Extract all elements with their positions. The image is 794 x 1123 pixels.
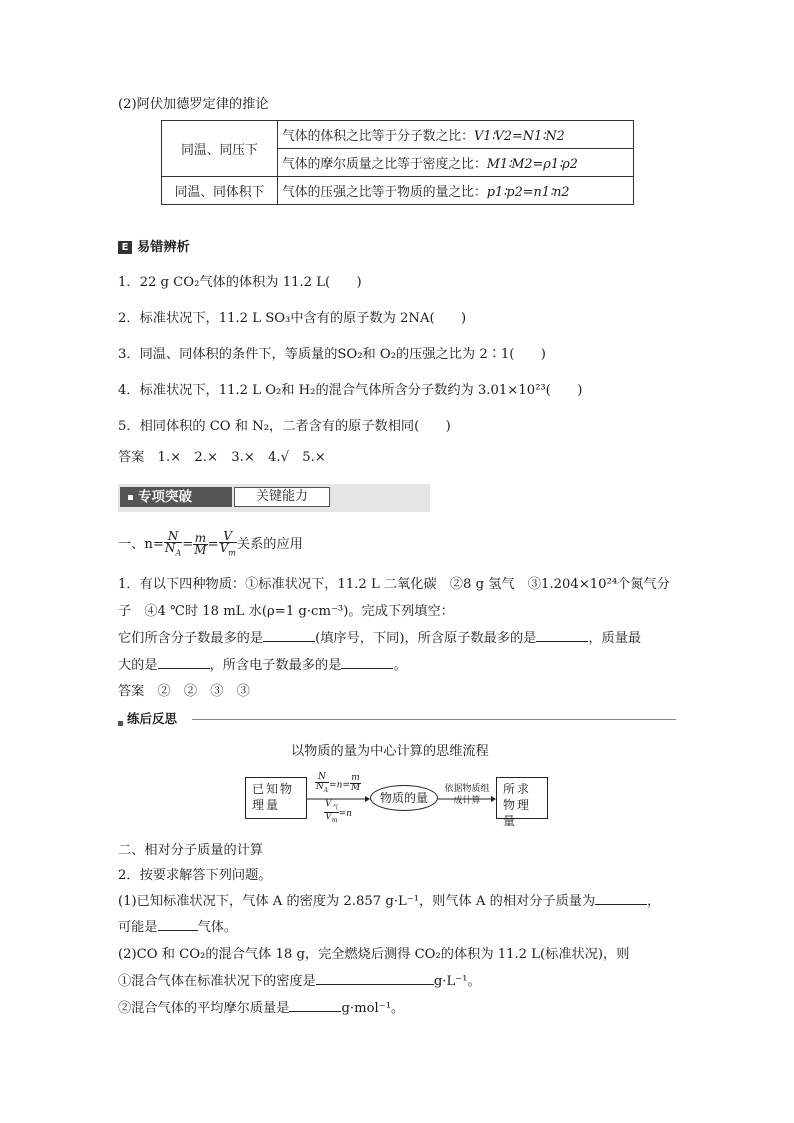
- row-volume: 气体的体积之比等于分子数之比：V1∶V2=N1∶N2: [278, 121, 634, 149]
- row-molar-mass: 气体的摩尔质量之比等于密度之比：M1∶M2=ρ1∶ρ2: [278, 149, 634, 177]
- list-item: 5．相同体积的 CO 和 N₂，二者含有的原子数相同( ): [118, 419, 451, 434]
- flow-formula-bottom: $\frac{V_气}{V_m}$ =n: [325, 799, 352, 824]
- answer-blank[interactable]: [341, 668, 393, 669]
- error-section-title: 易错辨析: [137, 240, 190, 255]
- answer-blank[interactable]: [536, 641, 588, 642]
- formula-molar-mass: M1∶M2=ρ1∶ρ2: [486, 157, 578, 172]
- answer-blank[interactable]: [289, 1011, 341, 1012]
- section-title: (2)阿伏加德罗定律的推论: [118, 97, 269, 112]
- q1-line4: 大的是 ，所含电子数最多的是 。: [118, 658, 407, 673]
- error-answer: 答案 1.× 2.× 3.× 4.√ 5.×: [118, 450, 326, 465]
- q1-answer: 答案 ② ② ③ ③: [118, 684, 250, 699]
- q2-1-line1: (1)已知标准状况下，气体 A 的密度为 2.857 g·L⁻¹，则气体 A 的相对分子质量为 ，: [118, 894, 661, 909]
- q1-line1: 1．有以下四种物质：①标准状况下，11.2 L 二氧化碳 ②8 g 氢气 ③1.204×10²⁴个氮气分: [118, 577, 670, 592]
- q2-2: (2)CO 和 CO₂的混合气体 18 g，完全燃烧后测得 CO₂的体积为 11.2 L(标准状况)，则: [118, 947, 630, 962]
- q1-line3: 它们所含分子数最多的是 (填序号，下同)，所含原子数最多的是 ，质量最: [118, 631, 642, 646]
- e-badge-icon: E: [118, 241, 132, 254]
- condition-same-volume: 同温、同体积下: [162, 177, 278, 205]
- reflection-marker-icon: [118, 716, 123, 731]
- q2-2-2: ②混合气体的平均摩尔质量是 g·mol⁻¹。: [118, 1001, 405, 1016]
- flow-box-known: 已知物理量: [245, 777, 307, 819]
- answer-blank[interactable]: [316, 984, 434, 985]
- banner-secondary: 关键能力: [234, 487, 330, 507]
- flow-box-target: 所求物理量: [496, 777, 548, 819]
- part2-heading: 二、相对分子质量的计算: [118, 843, 264, 858]
- list-item: 1．22 g CO₂气体的体积为 11.2 L( ): [118, 275, 362, 290]
- answer-blank[interactable]: [595, 904, 647, 905]
- condition-same-pressure: 同温、同压下: [162, 121, 278, 177]
- list-item: 2．标准状况下，11.2 L SO₃中含有的原子数为 2NA( ): [118, 311, 467, 326]
- reflection-title: 练后反思: [127, 711, 178, 726]
- formula-volume: V1∶V2=N1∶N2: [473, 129, 565, 144]
- q1-line2: 子 ④4 ℃时 18 mL 水(ρ=1 g·cm⁻³)。完成下列填空：: [118, 604, 454, 619]
- flow-title: 以物质的量为中心计算的思维流程: [291, 744, 489, 759]
- avogadro-table: [161, 120, 634, 205]
- part1-heading: 一、n= $\frac{N}{N_A}$ = $\frac{m}{M}$ = $\frac{V}{V_m}$ 关系的应用: [118, 529, 303, 558]
- flow-mid-text: 依据物质组成计算: [444, 784, 490, 806]
- flow-oval-moles: 物质的量: [370, 785, 438, 811]
- q2-2-1: ①混合气体在标准状况下的密度是 g·L⁻¹。: [118, 974, 481, 989]
- divider: [192, 719, 676, 720]
- banner-primary: 专项突破: [120, 487, 232, 507]
- formula-pressure: p1∶p2=n1∶n2: [486, 185, 570, 200]
- answer-blank[interactable]: [158, 668, 210, 669]
- q2-1-line2: 可能是 气体。: [118, 920, 238, 935]
- answer-blank[interactable]: [158, 930, 198, 931]
- arrow-right-icon: [438, 795, 496, 803]
- row-pressure: 气体的压强之比等于物质的量之比：p1∶p2=n1∶n2: [278, 177, 634, 205]
- answer-blank[interactable]: [263, 641, 315, 642]
- list-item: 4．标准状况下，11.2 L O₂和 H₂的混合气体所含分子数约为 3.01×10²³( ): [118, 383, 583, 398]
- list-item: 3．同温、同体积的条件下，等质量的SO₂和 O₂的压强之比为 2∶1( ): [118, 347, 546, 362]
- q2-intro: 2．按要求解答下列问题。: [118, 868, 272, 883]
- flow-formula-top: $\frac{N}{N_A}$ =n= $\frac{m}{M}$: [315, 772, 361, 794]
